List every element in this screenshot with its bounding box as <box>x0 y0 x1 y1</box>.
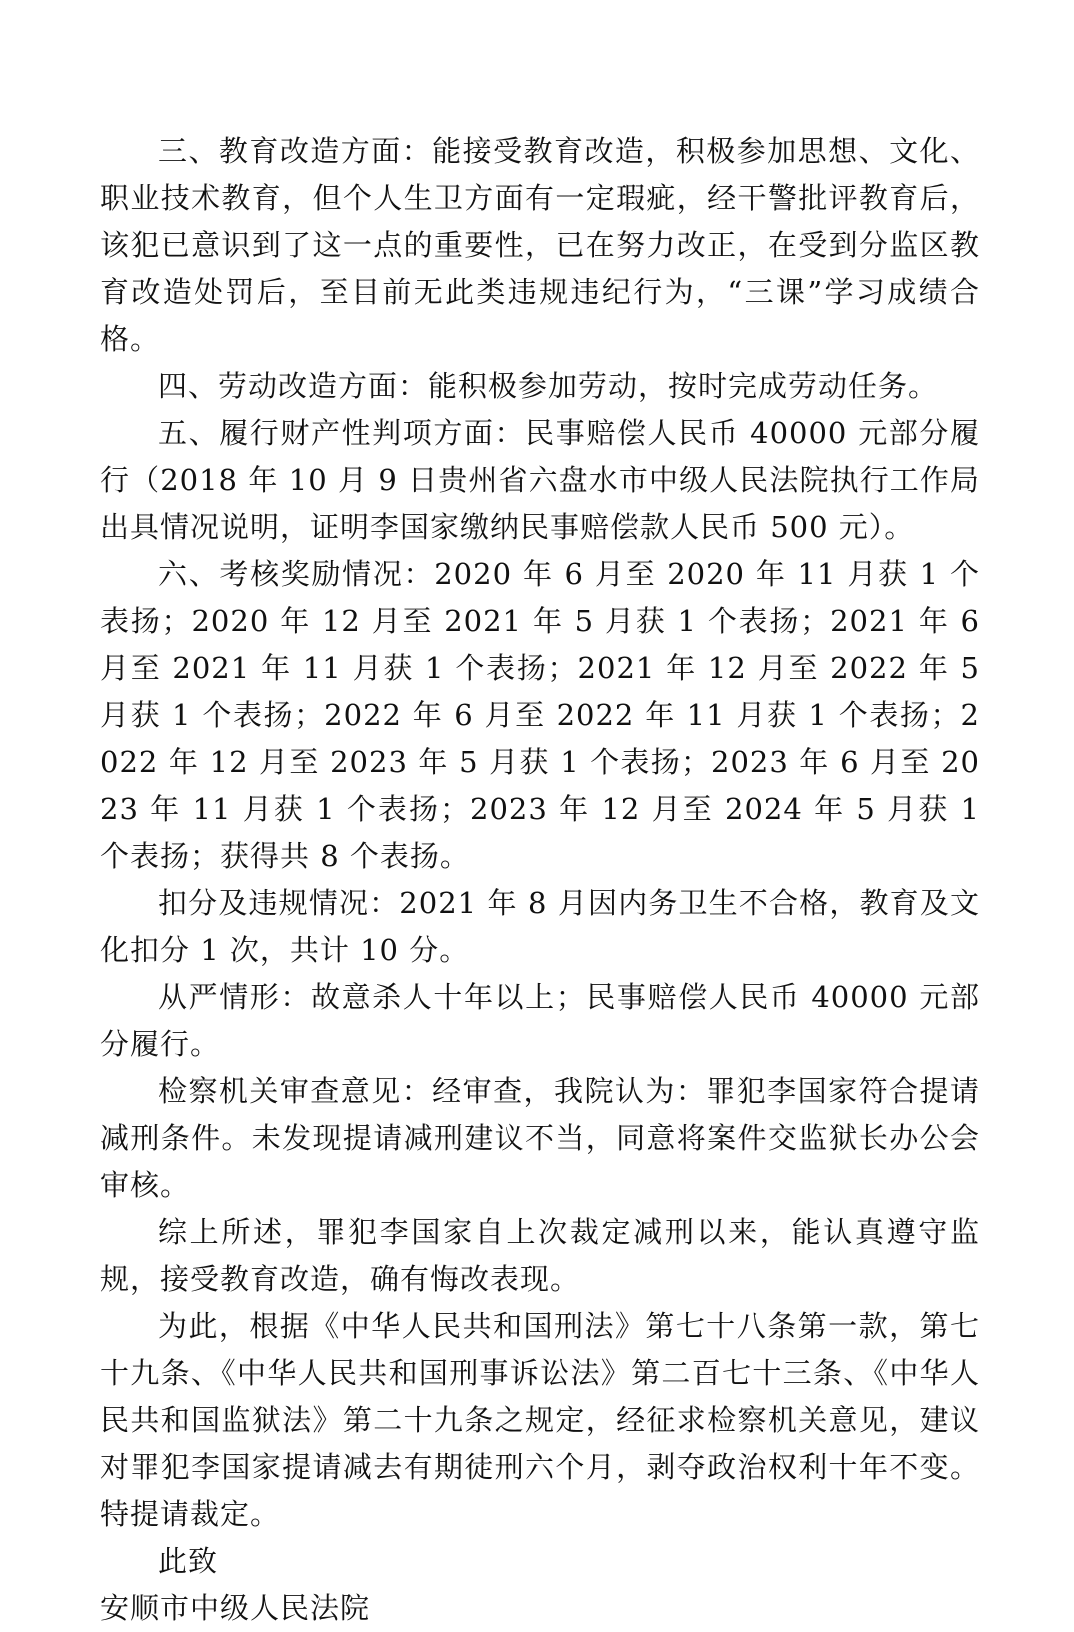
document-body <box>100 128 980 1632</box>
paragraph-property-judgment: 五、履行财产性判项方面：民事赔偿人民币 40000 元部分履行（2018 年 10 月 9 日贵州省六盘水市中级人民法院执行工作局出具情况说明，证明李国家缴纳民事赔偿款人民币 500 元）。 <box>100 416 980 544</box>
paragraph-education-reform: 三、教育改造方面：能接受教育改造，积极参加思想、文化、职业技术教育，但个人生卫方面有一定瑕疵，经干警批评教育后，该犯已意识到了这一点的重要性，已在努力改正，在受到分监区教育改造处罚后，至目前无此类违规违纪行为，“三课”学习成绩合格。 <box>100 134 980 356</box>
paragraph-recommendation: 为此，根据《中华人民共和国刑法》第七十八条第一款，第七十九条、《中华人民共和国刑事诉讼法》第二百七十三条、《中华人民共和国监狱法》第二十九条之规定，经征求检察机关意见，建议对罪犯李国家提请减去有期徒刑六个月，剥夺政治权利十年不变。特提请裁定。 <box>100 1309 980 1531</box>
paragraph-deductions: 扣分及违规情况：2021 年 8 月因内务卫生不合格，教育及文化扣分 1 次，共计 10 分。 <box>100 886 980 967</box>
closing-salutation: 此致 <box>158 1544 219 1578</box>
paragraph-labor-reform: 四、劳动改造方面：能积极参加劳动，按时完成劳动任务。 <box>158 369 939 403</box>
paragraph-procuratorate-opinion: 检察机关审查意见：经审查，我院认为：罪犯李国家符合提请减刑条件。未发现提请减刑建议不当，同意将案件交监狱长办公会审核。 <box>100 1074 980 1202</box>
addressee: 安顺市中级人民法院 <box>100 1591 371 1625</box>
paragraph-summary: 综上所述，罪犯李国家自上次裁定减刑以来，能认真遵守监规，接受教育改造，确有悔改表现。 <box>100 1215 980 1296</box>
paragraph-rewards: 六、考核奖励情况：2020 年 6 月至 2020 年 11 月获 1 个表扬；2020 年 12 月至 2021 年 5 月获 1 个表扬；2021 年 6 月至 2021 年 11 月获 1 个表扬；2021 年 12 月至 2022 年 5 月获 1 个表扬；2022 年 6 月至 2022 年 11 月获 1 个表扬；2022 年 12 月至 2023 年 5 月获 1 个表扬；2023 年 6 月至 2023 年 11 月获 1 个表扬；2023 年 12 月至 2024 年 5 月获 1 个表扬；获得共 8 个表扬。 <box>100 557 980 873</box>
paragraph-strict-circumstances: 从严情形：故意杀人十年以上；民事赔偿人民币 40000 元部分履行。 <box>100 980 980 1061</box>
